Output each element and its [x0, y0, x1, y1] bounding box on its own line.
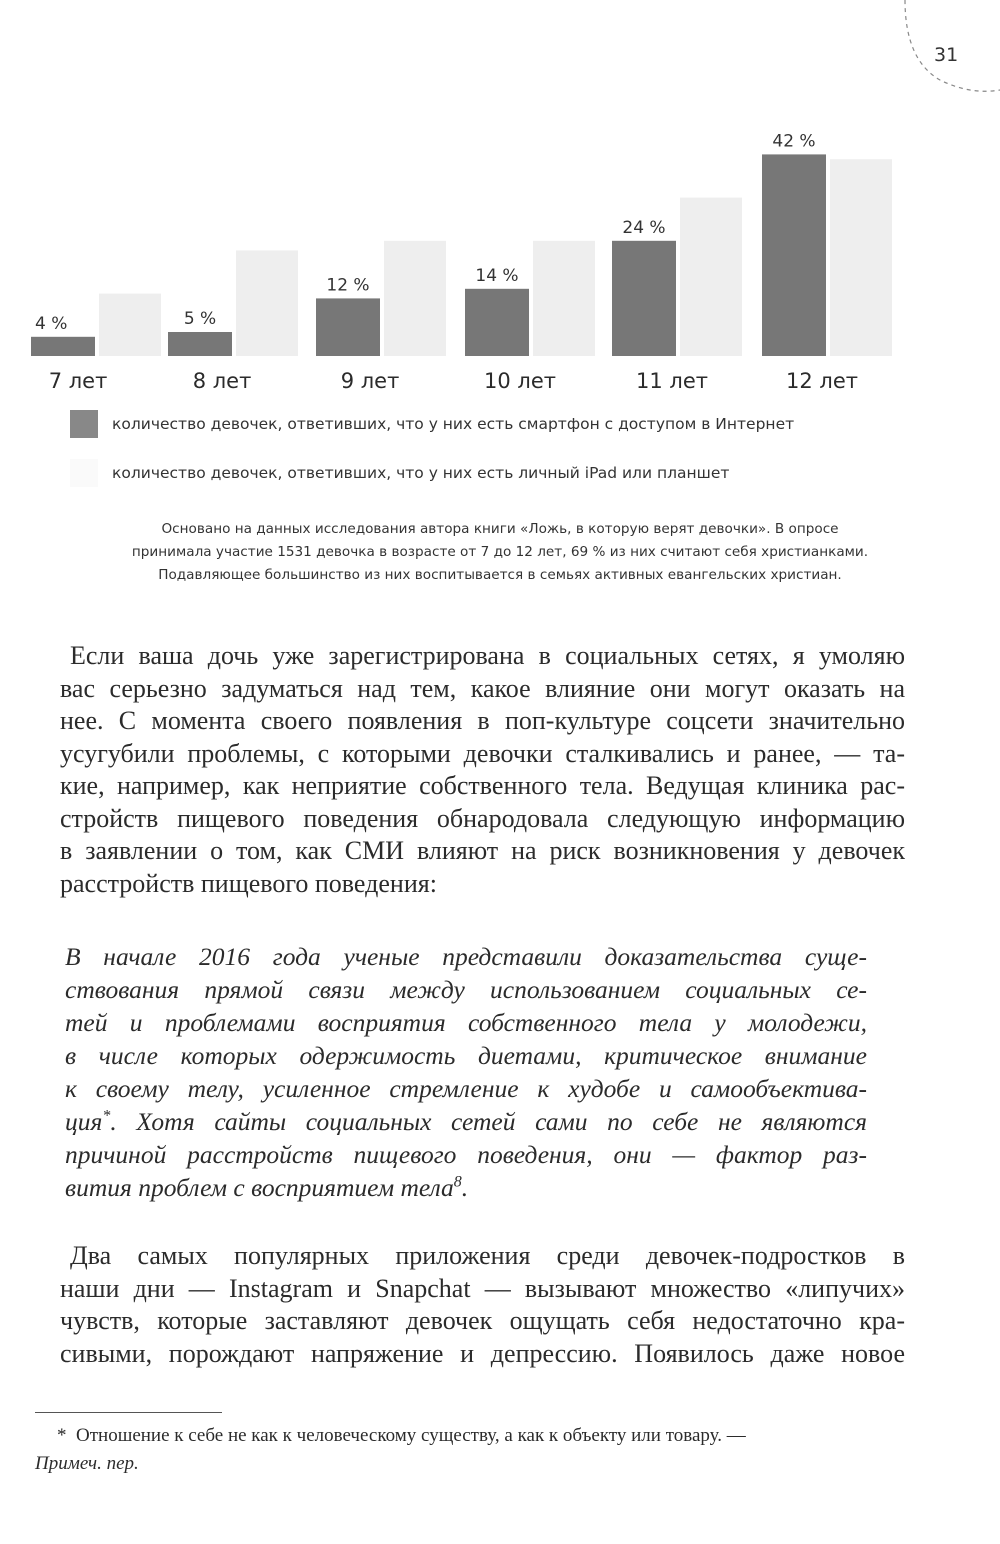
category-label: 9 лет	[340, 369, 400, 393]
text-line: нее. С момента своего появления в поп-культуре соцсети значительно	[60, 706, 905, 735]
legend-label-smartphone: количество девочек, ответивших, что у них есть смартфон с доступом в Интернет	[112, 415, 795, 433]
legend-item-tablet	[70, 459, 729, 487]
footnote-text: Отношение к себе не как к человеческому существу, а как к объекту или товару. —	[76, 1425, 746, 1446]
data-label: 24 %	[622, 217, 666, 238]
legend-label-tablet: количество девочек, ответивших, что у них есть личный iPad или планшет	[112, 464, 730, 482]
footnote-marker: *	[102, 1107, 111, 1125]
quote-line: причиной расстройств пищевого поведения, они — фактор раз-	[65, 1140, 867, 1169]
category-label: 12 лет	[786, 369, 858, 393]
data-label: 14 %	[475, 265, 519, 286]
category-label: 11 лет	[636, 369, 708, 393]
bar-smartphone	[31, 337, 95, 356]
caption-line: принимала участие 1531 девочка в возрасте от 7 до 12 лет, 69 % из них считают себя христианками.	[131, 544, 869, 560]
text-line: стройств пищевого поведения обнародовала следующую информацию	[60, 803, 905, 833]
data-label: 5 %	[183, 309, 217, 329]
quote-fragment: .	[461, 1173, 469, 1202]
data-label: 42 %	[772, 131, 816, 152]
bar-tablet	[384, 241, 446, 356]
quote-fragment: ция	[65, 1107, 103, 1136]
block-quote	[65, 940, 867, 1204]
body-paragraph-1	[60, 640, 905, 900]
body-paragraph-2	[60, 1240, 905, 1370]
category-label: 7 лет	[48, 369, 108, 393]
page-number: 31	[934, 44, 959, 66]
quote-line: В начале 2016 года ученые представили доказательства суще-	[65, 942, 867, 971]
legend-item-smartphone	[70, 410, 794, 438]
bar-tablet	[99, 294, 161, 356]
caption-line: Подавляющее большинство из них воспитывается в семьях активных евангельских христиан.	[158, 567, 842, 583]
quote-fragment: . Хотя сайты социальных сетей сами по себе не являются	[110, 1107, 867, 1136]
bar-smartphone	[465, 289, 529, 356]
text-line: расстройств пищевого поведения:	[60, 868, 437, 898]
quote-line: тей и проблемами восприятия собственного тела у молодежи,	[65, 1008, 867, 1037]
reference-marker: 8	[453, 1173, 462, 1191]
bar-chart	[0, 110, 1000, 400]
bar-tablet	[533, 241, 595, 356]
text-line: сивыми, порождают напряжение и депрессию. Появилось даже новое	[60, 1338, 905, 1368]
bar-smartphone	[762, 154, 826, 356]
footnote-line	[35, 1422, 905, 1450]
chart-caption	[40, 518, 960, 587]
quote-line: ствования прямой связи между использованием социальных се-	[65, 975, 867, 1004]
footnote-note: Примеч. пер.	[35, 1453, 139, 1474]
category-label: 10 лет	[484, 369, 556, 393]
category-label: 8 лет	[192, 369, 252, 393]
data-label: 4 %	[35, 313, 68, 334]
footnote	[35, 1422, 905, 1478]
bar-tablet	[830, 159, 892, 356]
text-line: кие, например, как неприятие собственного тела. Ведущая клиника рас-	[60, 771, 905, 800]
bar-smartphone	[316, 298, 380, 356]
caption-line: Основано на данных исследования автора книги «Ложь, в которую верят девочки». В опросе	[161, 521, 839, 537]
legend-swatch-tablet	[70, 459, 98, 487]
quote-line: в числе которых одержимость диетами, критическое внимание	[65, 1041, 867, 1070]
quote-line	[65, 1171, 867, 1204]
bar-tablet	[680, 198, 742, 356]
quote-line: к своему телу, усиленное стремление к худобе и самообъектива-	[65, 1074, 867, 1103]
data-label: 12 %	[326, 275, 370, 296]
bar-smartphone	[612, 241, 676, 356]
bar-smartphone	[168, 332, 232, 356]
text-line: вас серьезно задуматься над тем, какое влияние они могут оказать на	[60, 673, 905, 703]
legend-swatch-smartphone	[70, 410, 98, 438]
quote-fragment: вития проблем с восприятием тела	[65, 1173, 454, 1202]
text-line: наши дни — Instagram и Snapchat — вызывают множество «липучих»	[60, 1273, 905, 1303]
text-line: Два самых популярных приложения среди девочек-подростков в	[70, 1241, 905, 1270]
bar-tablet	[236, 250, 298, 356]
text-line: усугубили проблемы, с которыми девочки сталкивались и ранее, — та-	[60, 738, 905, 768]
quote-line	[65, 1105, 867, 1138]
text-line: в заявлении о том, как СМИ влияют на риск возникновения у девочек	[60, 836, 905, 865]
text-line: Если ваша дочь уже зарегистрирована в социальных сетях, я умоляю	[70, 641, 905, 670]
footnote-rule	[35, 1412, 222, 1413]
footnote-mark: *	[57, 1425, 67, 1446]
text-line: чувств, которые заставляют девочек ощущать себя недостаточно кра-	[60, 1306, 905, 1335]
